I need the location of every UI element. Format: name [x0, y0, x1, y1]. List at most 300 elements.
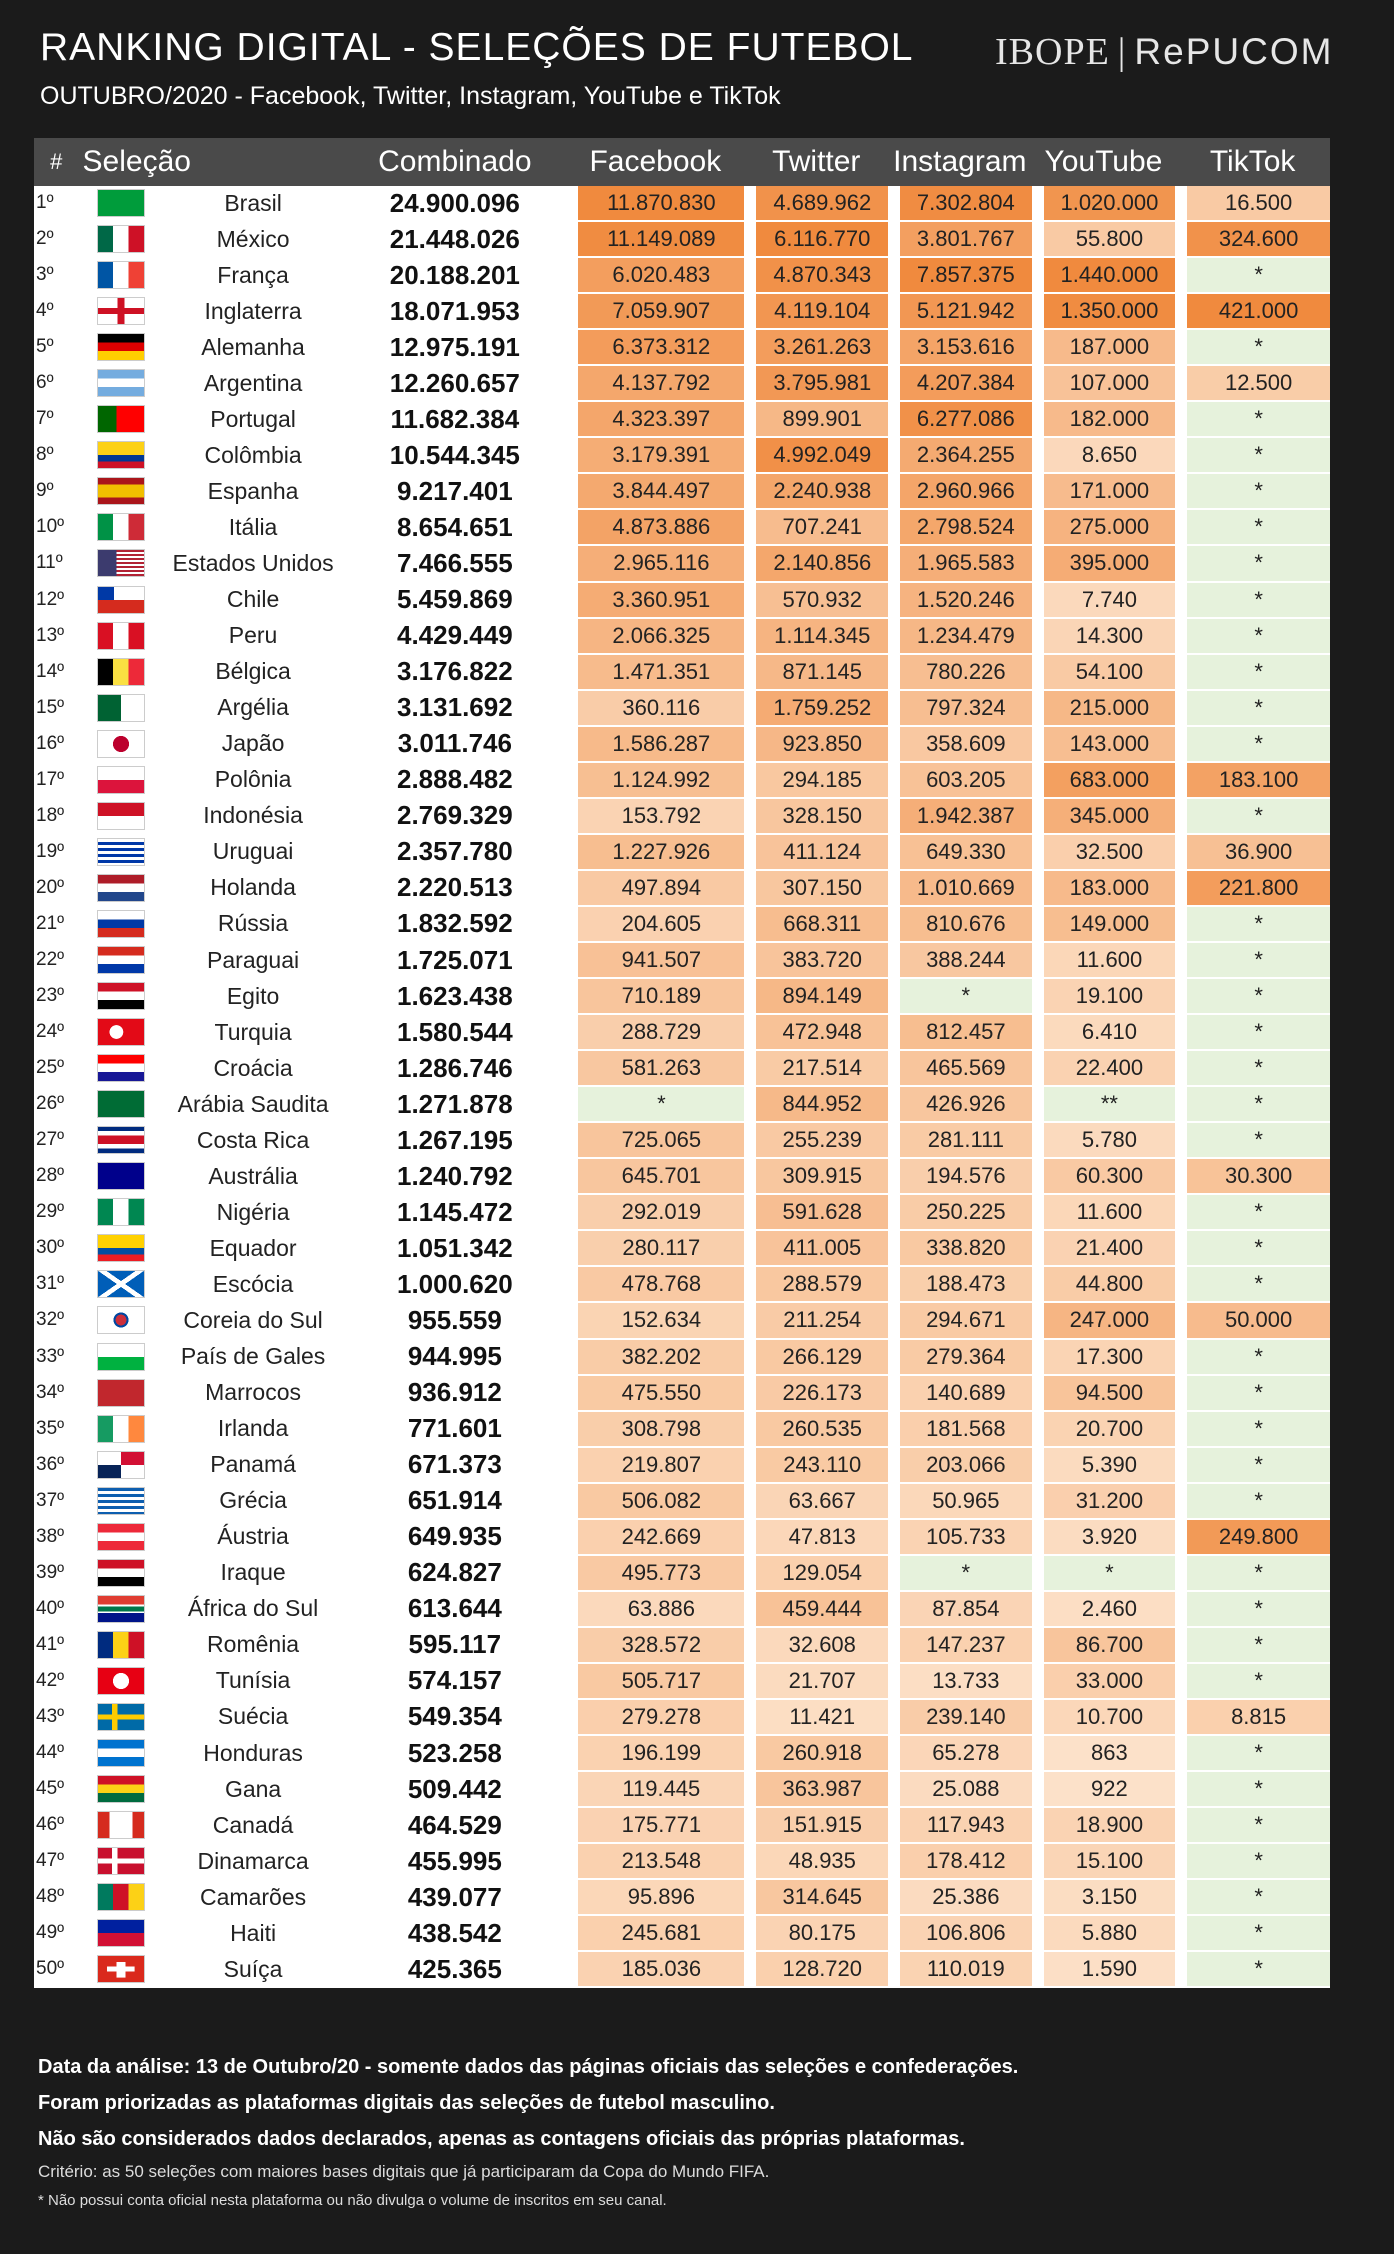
team-name-cell: Chile [163, 583, 344, 619]
rank-cell: 44º [34, 1736, 79, 1772]
tiktok-value-cell: * [1175, 1880, 1330, 1916]
instagram-value-cell: 2.364.255 [888, 438, 1032, 474]
youtube-value-cell: 17.300 [1032, 1340, 1176, 1376]
rank-cell: 45º [34, 1772, 79, 1808]
team-name-cell: Arábia Saudita [163, 1087, 344, 1123]
flag-iraq-icon [97, 1559, 145, 1587]
combined-value-cell: 523.258 [343, 1736, 566, 1772]
flag-cell [79, 1952, 163, 1988]
team-name-cell: Grécia [163, 1484, 344, 1520]
footer-note-asterisk: * Não possui conta oficial nesta plataforma ou não divulga o volume de inscritos em seu canal. [38, 2192, 667, 2209]
flag-england-icon [97, 297, 145, 325]
flag-egypt-icon [97, 982, 145, 1010]
team-name-cell: Honduras [163, 1736, 344, 1772]
instagram-value-cell: 25.386 [888, 1880, 1032, 1916]
flag-cell [79, 402, 163, 438]
team-name-cell: África do Sul [163, 1592, 344, 1628]
rank-cell: 7º [34, 402, 79, 438]
table-row [34, 619, 1330, 655]
youtube-value-cell: 94.500 [1032, 1376, 1176, 1412]
flag-morocco-icon [97, 1379, 145, 1407]
flag-indonesia-icon [97, 802, 145, 830]
combined-value-cell: 649.935 [343, 1520, 566, 1556]
combined-value-cell: 2.769.329 [343, 799, 566, 835]
flag-cell [79, 1448, 163, 1484]
combined-value-cell: 4.429.449 [343, 619, 566, 655]
rank-cell: 36º [34, 1448, 79, 1484]
youtube-value-cell: 149.000 [1032, 907, 1176, 943]
combined-value-cell: 1.623.438 [343, 979, 566, 1015]
footer-note-date: Data da análise: 13 de Outubro/20 - somente dados das páginas oficiais das seleções e confederações. [38, 2056, 1019, 2078]
flag-cell [79, 366, 163, 402]
instagram-value-cell: 1.965.583 [888, 546, 1032, 582]
table-row [34, 1772, 1330, 1808]
rank-cell: 17º [34, 763, 79, 799]
flag-paraguay-icon [97, 946, 145, 974]
rank-cell: 27º [34, 1123, 79, 1159]
twitter-value-cell: 129.054 [744, 1556, 888, 1592]
footer-note-method: Não são considerados dados declarados, apenas as contagens oficiais das próprias plataformas. [38, 2128, 965, 2150]
table-row [34, 583, 1330, 619]
instagram-value-cell: 188.473 [888, 1267, 1032, 1303]
instagram-value-cell: 50.965 [888, 1484, 1032, 1520]
table-row [34, 1556, 1330, 1592]
flag-cell [79, 258, 163, 294]
instagram-value-cell: 181.568 [888, 1412, 1032, 1448]
facebook-value-cell: 245.681 [566, 1916, 744, 1952]
youtube-value-cell: 3.150 [1032, 1880, 1176, 1916]
rank-cell: 5º [34, 330, 79, 366]
rank-cell: 1º [34, 186, 79, 222]
combined-value-cell: 944.995 [343, 1340, 566, 1376]
table-row [34, 1412, 1330, 1448]
flag-poland-icon [97, 766, 145, 794]
rank-cell: 4º [34, 294, 79, 330]
table-row [34, 691, 1330, 727]
table-row [34, 1880, 1330, 1916]
flag-tunisia-icon [97, 1667, 145, 1695]
tiktok-value-cell: * [1175, 1231, 1330, 1267]
facebook-value-cell: 2.066.325 [566, 619, 744, 655]
instagram-value-cell: 178.412 [888, 1844, 1032, 1880]
facebook-value-cell: 280.117 [566, 1231, 744, 1267]
youtube-value-cell: 22.400 [1032, 1051, 1176, 1087]
table-row [34, 871, 1330, 907]
rank-cell: 18º [34, 799, 79, 835]
combined-value-cell: 955.559 [343, 1303, 566, 1339]
combined-value-cell: 3.131.692 [343, 691, 566, 727]
tiktok-value-cell: 221.800 [1175, 871, 1330, 907]
tiktok-value-cell: * [1175, 1952, 1330, 1988]
instagram-value-cell: 203.066 [888, 1448, 1032, 1484]
tiktok-value-cell: * [1175, 691, 1330, 727]
team-name-cell: México [163, 222, 344, 258]
flag-cell [79, 546, 163, 582]
table-row [34, 1808, 1330, 1844]
instagram-value-cell: 117.943 [888, 1808, 1032, 1844]
tiktok-value-cell: * [1175, 1015, 1330, 1051]
footer-note-criteria: Critério: as 50 seleções com maiores bases digitais que já participaram da Copa do Mundo FIFA. [38, 2162, 770, 2181]
twitter-value-cell: 4.992.049 [744, 438, 888, 474]
instagram-value-cell: 6.277.086 [888, 402, 1032, 438]
twitter-value-cell: 4.870.343 [744, 258, 888, 294]
flag-cell [79, 1772, 163, 1808]
team-name-cell: Canadá [163, 1808, 344, 1844]
facebook-value-cell: 308.798 [566, 1412, 744, 1448]
flag-brazil-icon [97, 189, 145, 217]
flag-cell [79, 1556, 163, 1592]
instagram-value-cell: 2.960.966 [888, 474, 1032, 510]
facebook-value-cell: 213.548 [566, 1844, 744, 1880]
table-row [34, 763, 1330, 799]
header-team: Seleção [79, 138, 344, 186]
instagram-value-cell: 65.278 [888, 1736, 1032, 1772]
combined-value-cell: 455.995 [343, 1844, 566, 1880]
combined-value-cell: 1.240.792 [343, 1159, 566, 1195]
combined-value-cell: 20.188.201 [343, 258, 566, 294]
flag-cell [79, 871, 163, 907]
table-row [34, 1123, 1330, 1159]
flag-belgium-icon [97, 658, 145, 686]
facebook-value-cell: 196.199 [566, 1736, 744, 1772]
rank-cell: 26º [34, 1087, 79, 1123]
team-name-cell: Inglaterra [163, 294, 344, 330]
twitter-value-cell: 668.311 [744, 907, 888, 943]
facebook-value-cell: 1.227.926 [566, 835, 744, 871]
table-row [34, 1376, 1330, 1412]
instagram-value-cell: 3.153.616 [888, 330, 1032, 366]
table-row [34, 799, 1330, 835]
rank-cell: 3º [34, 258, 79, 294]
facebook-value-cell: 505.717 [566, 1664, 744, 1700]
flag-japan-icon [97, 730, 145, 758]
combined-value-cell: 1.000.620 [343, 1267, 566, 1303]
flag-cell [79, 1808, 163, 1844]
tiktok-value-cell: 30.300 [1175, 1159, 1330, 1195]
page-subtitle: OUTUBRO/2020 - Facebook, Twitter, Instagram, YouTube e TikTok [40, 82, 781, 110]
flag-cell [79, 1051, 163, 1087]
instagram-value-cell: 250.225 [888, 1195, 1032, 1231]
instagram-value-cell: 388.244 [888, 943, 1032, 979]
team-name-cell: França [163, 258, 344, 294]
combined-value-cell: 464.529 [343, 1808, 566, 1844]
flag-sweden-icon [97, 1703, 145, 1731]
tiktok-value-cell: * [1175, 1448, 1330, 1484]
youtube-value-cell: 3.920 [1032, 1520, 1176, 1556]
facebook-value-cell: 2.965.116 [566, 546, 744, 582]
youtube-value-cell: 55.800 [1032, 222, 1176, 258]
rank-cell: 16º [34, 727, 79, 763]
table-row [34, 1736, 1330, 1772]
instagram-value-cell: 797.324 [888, 691, 1032, 727]
twitter-value-cell: 314.645 [744, 1880, 888, 1916]
team-name-cell: Gana [163, 1772, 344, 1808]
youtube-value-cell: 54.100 [1032, 655, 1176, 691]
facebook-value-cell: 279.278 [566, 1700, 744, 1736]
team-name-cell: Indonésia [163, 799, 344, 835]
tiktok-value-cell: * [1175, 1195, 1330, 1231]
flag-nigeria-icon [97, 1198, 145, 1226]
flag-cell [79, 1592, 163, 1628]
facebook-value-cell: 6.373.312 [566, 330, 744, 366]
combined-value-cell: 1.145.472 [343, 1195, 566, 1231]
instagram-value-cell: 25.088 [888, 1772, 1032, 1808]
team-name-cell: Tunísia [163, 1664, 344, 1700]
table-row [34, 1592, 1330, 1628]
flag-romania-icon [97, 1631, 145, 1659]
combined-value-cell: 595.117 [343, 1628, 566, 1664]
tiktok-value-cell: * [1175, 799, 1330, 835]
instagram-value-cell: 106.806 [888, 1916, 1032, 1952]
facebook-value-cell: 11.870.830 [566, 186, 744, 222]
combined-value-cell: 12.975.191 [343, 330, 566, 366]
team-name-cell: Irlanda [163, 1412, 344, 1448]
rank-cell: 39º [34, 1556, 79, 1592]
flag-cell [79, 1520, 163, 1556]
instagram-value-cell: 1.234.479 [888, 619, 1032, 655]
twitter-value-cell: 260.918 [744, 1736, 888, 1772]
team-name-cell: Rússia [163, 907, 344, 943]
table-row [34, 402, 1330, 438]
header-instagram: Instagram [888, 138, 1032, 186]
youtube-value-cell: 183.000 [1032, 871, 1176, 907]
tiktok-value-cell: * [1175, 1736, 1330, 1772]
instagram-value-cell: 338.820 [888, 1231, 1032, 1267]
twitter-value-cell: 80.175 [744, 1916, 888, 1952]
tiktok-value-cell: * [1175, 1592, 1330, 1628]
flag-croatia-icon [97, 1054, 145, 1082]
flag-costa-rica-icon [97, 1126, 145, 1154]
table-row [34, 1484, 1330, 1520]
facebook-value-cell: 478.768 [566, 1267, 744, 1303]
instagram-value-cell: 649.330 [888, 835, 1032, 871]
flag-cell [79, 583, 163, 619]
youtube-value-cell: 6.410 [1032, 1015, 1176, 1051]
facebook-value-cell: 382.202 [566, 1340, 744, 1376]
twitter-value-cell: 2.140.856 [744, 546, 888, 582]
rank-cell: 48º [34, 1880, 79, 1916]
flag-cell [79, 619, 163, 655]
tiktok-value-cell: * [1175, 619, 1330, 655]
team-name-cell: Egito [163, 979, 344, 1015]
facebook-value-cell: 119.445 [566, 1772, 744, 1808]
twitter-value-cell: 383.720 [744, 943, 888, 979]
table-row [34, 1844, 1330, 1880]
flag-italy-icon [97, 513, 145, 541]
combined-value-cell: 11.682.384 [343, 402, 566, 438]
flag-cell [79, 1664, 163, 1700]
youtube-value-cell: 44.800 [1032, 1267, 1176, 1303]
twitter-value-cell: 2.240.938 [744, 474, 888, 510]
facebook-value-cell: 4.323.397 [566, 402, 744, 438]
instagram-value-cell: 105.733 [888, 1520, 1032, 1556]
flag-cell [79, 1303, 163, 1339]
rank-cell: 30º [34, 1231, 79, 1267]
twitter-value-cell: 894.149 [744, 979, 888, 1015]
combined-value-cell: 1.286.746 [343, 1051, 566, 1087]
repucom-logo: RePUCOM [1134, 31, 1334, 72]
flag-cell [79, 943, 163, 979]
flag-ireland-icon [97, 1415, 145, 1443]
tiktok-value-cell: * [1175, 1916, 1330, 1952]
twitter-value-cell: 472.948 [744, 1015, 888, 1051]
flag-cell [79, 474, 163, 510]
team-name-cell: Equador [163, 1231, 344, 1267]
facebook-value-cell: 4.137.792 [566, 366, 744, 402]
combined-value-cell: 671.373 [343, 1448, 566, 1484]
facebook-value-cell: 1.586.287 [566, 727, 744, 763]
combined-value-cell: 3.011.746 [343, 727, 566, 763]
instagram-value-cell: 194.576 [888, 1159, 1032, 1195]
team-name-cell: Iraque [163, 1556, 344, 1592]
instagram-value-cell: 147.237 [888, 1628, 1032, 1664]
flag-scotland-icon [97, 1270, 145, 1298]
tiktok-value-cell: * [1175, 474, 1330, 510]
instagram-value-cell: 2.798.524 [888, 510, 1032, 546]
combined-value-cell: 1.725.071 [343, 943, 566, 979]
facebook-value-cell: 204.605 [566, 907, 744, 943]
twitter-value-cell: 211.254 [744, 1303, 888, 1339]
facebook-value-cell: 328.572 [566, 1628, 744, 1664]
header-youtube: YouTube [1032, 138, 1176, 186]
flag-cell [79, 1412, 163, 1448]
facebook-value-cell: 495.773 [566, 1556, 744, 1592]
header-rank: # [34, 138, 79, 186]
facebook-value-cell: 95.896 [566, 1880, 744, 1916]
facebook-value-cell: 3.360.951 [566, 583, 744, 619]
rank-cell: 14º [34, 655, 79, 691]
twitter-value-cell: 871.145 [744, 655, 888, 691]
tiktok-value-cell: * [1175, 510, 1330, 546]
team-name-cell: Romênia [163, 1628, 344, 1664]
team-name-cell: Áustria [163, 1520, 344, 1556]
tiktok-value-cell: 36.900 [1175, 835, 1330, 871]
instagram-value-cell: 7.857.375 [888, 258, 1032, 294]
table-row [34, 1087, 1330, 1123]
combined-value-cell: 9.217.401 [343, 474, 566, 510]
tiktok-value-cell: * [1175, 1123, 1330, 1159]
rank-cell: 35º [34, 1412, 79, 1448]
tiktok-value-cell: * [1175, 1051, 1330, 1087]
rank-cell: 9º [34, 474, 79, 510]
table-row [34, 1448, 1330, 1484]
team-name-cell: Costa Rica [163, 1123, 344, 1159]
combined-value-cell: 3.176.822 [343, 655, 566, 691]
facebook-value-cell: 63.886 [566, 1592, 744, 1628]
instagram-value-cell: 3.801.767 [888, 222, 1032, 258]
instagram-value-cell: 13.733 [888, 1664, 1032, 1700]
youtube-value-cell: 215.000 [1032, 691, 1176, 727]
combined-value-cell: 549.354 [343, 1700, 566, 1736]
flag-germany-icon [97, 333, 145, 361]
flag-cell [79, 438, 163, 474]
combined-value-cell: 613.644 [343, 1592, 566, 1628]
instagram-value-cell: 1.520.246 [888, 583, 1032, 619]
flag-spain-icon [97, 477, 145, 505]
team-name-cell: Haiti [163, 1916, 344, 1952]
ranking-table [34, 138, 1330, 1988]
flag-cell [79, 1844, 163, 1880]
rank-cell: 24º [34, 1015, 79, 1051]
youtube-value-cell: 143.000 [1032, 727, 1176, 763]
flag-cell [79, 510, 163, 546]
team-name-cell: Nigéria [163, 1195, 344, 1231]
rank-cell: 31º [34, 1267, 79, 1303]
twitter-value-cell: 4.689.962 [744, 186, 888, 222]
twitter-value-cell: 48.935 [744, 1844, 888, 1880]
rank-cell: 2º [34, 222, 79, 258]
table-row [34, 546, 1330, 582]
rank-cell: 49º [34, 1916, 79, 1952]
instagram-value-cell: 239.140 [888, 1700, 1032, 1736]
facebook-value-cell: 153.792 [566, 799, 744, 835]
flag-australia-icon [97, 1162, 145, 1190]
footer-note-priority: Foram priorizadas as plataformas digitais das seleções de futebol masculino. [38, 2092, 775, 2114]
flag-denmark-icon [97, 1847, 145, 1875]
table-row [34, 1195, 1330, 1231]
youtube-value-cell: 31.200 [1032, 1484, 1176, 1520]
facebook-value-cell: 242.669 [566, 1520, 744, 1556]
twitter-value-cell: 151.915 [744, 1808, 888, 1844]
flag-russia-icon [97, 910, 145, 938]
table-row [34, 294, 1330, 330]
table-row [34, 1520, 1330, 1556]
tiktok-value-cell: * [1175, 1844, 1330, 1880]
facebook-value-cell: 292.019 [566, 1195, 744, 1231]
table-row [34, 1952, 1330, 1988]
twitter-value-cell: 459.444 [744, 1592, 888, 1628]
instagram-value-cell: 4.207.384 [888, 366, 1032, 402]
flag-uruguay-icon [97, 838, 145, 866]
team-name-cell: Bélgica [163, 655, 344, 691]
instagram-value-cell: 810.676 [888, 907, 1032, 943]
rank-cell: 13º [34, 619, 79, 655]
combined-value-cell: 651.914 [343, 1484, 566, 1520]
tiktok-value-cell: 324.600 [1175, 222, 1330, 258]
rank-cell: 40º [34, 1592, 79, 1628]
combined-value-cell: 2.357.780 [343, 835, 566, 871]
combined-value-cell: 574.157 [343, 1664, 566, 1700]
facebook-value-cell: 581.263 [566, 1051, 744, 1087]
combined-value-cell: 1.267.195 [343, 1123, 566, 1159]
flag-portugal-icon [97, 405, 145, 433]
combined-value-cell: 10.544.345 [343, 438, 566, 474]
instagram-value-cell: 1.942.387 [888, 799, 1032, 835]
header-combined: Combinado [343, 138, 566, 186]
table-row [34, 1664, 1330, 1700]
combined-value-cell: 624.827 [343, 1556, 566, 1592]
instagram-value-cell: 603.205 [888, 763, 1032, 799]
facebook-value-cell: * [566, 1087, 744, 1123]
tiktok-value-cell: * [1175, 583, 1330, 619]
flag-cell [79, 979, 163, 1015]
twitter-value-cell: 363.987 [744, 1772, 888, 1808]
youtube-value-cell: 683.000 [1032, 763, 1176, 799]
table-row [34, 835, 1330, 871]
youtube-value-cell: 19.100 [1032, 979, 1176, 1015]
header-facebook: Facebook [566, 138, 744, 186]
team-name-cell: Suíça [163, 1952, 344, 1988]
table-row [34, 727, 1330, 763]
tiktok-value-cell: * [1175, 1340, 1330, 1376]
brand-logo [995, 30, 1333, 74]
combined-value-cell: 21.448.026 [343, 222, 566, 258]
combined-value-cell: 1.051.342 [343, 1231, 566, 1267]
facebook-value-cell: 725.065 [566, 1123, 744, 1159]
facebook-value-cell: 185.036 [566, 1952, 744, 1988]
combined-value-cell: 12.260.657 [343, 366, 566, 402]
twitter-value-cell: 6.116.770 [744, 222, 888, 258]
